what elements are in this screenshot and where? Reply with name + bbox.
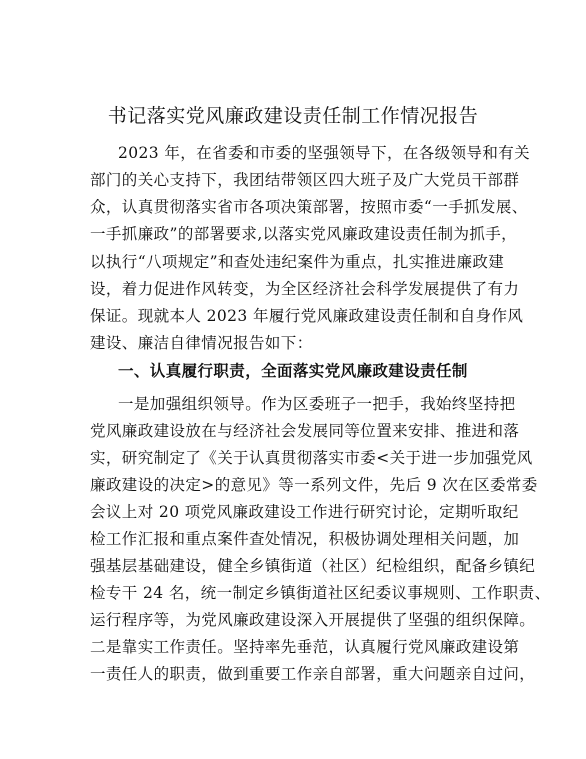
body-line-1: 2023 年，在省委和市委的坚强领导下，在各级领导和有关: [118, 144, 531, 162]
body-line-11: 党风廉政建设放在与经济社会发展同等位置来安排、推进和落: [90, 422, 520, 440]
body-line-5: 以执行“八项规定”和查处违纪案件为重点，扎实推进廉政建: [90, 253, 505, 271]
section-heading-1: 一、认真履行职责，全面落实党风廉政建设责任制: [118, 361, 468, 380]
body-line-18: 运行程序等，为党风廉政建设深入开展提供了坚强的组织保障。: [90, 611, 536, 629]
body-line-15: 检工作汇报和重点案件查处情况，积极协调处理相关问题，加: [90, 530, 520, 548]
body-line-3: 众，认真贯彻落实省市各项决策部署，按照市委“一手抓发展、: [90, 198, 528, 216]
body-line-6: 设，着力促进作风转变，为全区经济社会科学发展提供了有力: [90, 280, 520, 298]
document-title: 书记落实党风廉政建设责任制工作情况报告: [107, 105, 479, 127]
body-line-13: 廉政建设的决定>的意见》等一系列文件，先后 9 次在区委常委: [90, 476, 538, 494]
body-line-2: 部门的关心支持下，我团结带领区四大班子及广大党员干部群: [90, 171, 520, 189]
body-line-4: 一手抓廉政”的部署要求,以落实党风廉政建设责任制为抓手，: [90, 225, 518, 243]
body-line-16: 强基层基础建设，健全乡镇街道（社区）纪检组织，配备乡镇纪: [90, 557, 536, 575]
body-line-8: 建设、廉洁自律情况报告如下：: [90, 334, 313, 352]
body-line-12: 实，研究制定了《关于认真贯彻落实市委<关于进一步加强党风: [90, 449, 533, 467]
body-line-10: 一是加强组织领导。作为区委班子一把手，我始终坚持把: [118, 395, 516, 413]
body-line-17: 检专干 24 名，统一制定乡镇街道社区纪委议事规则、工作职责、: [90, 584, 551, 602]
body-line-19: 二是靠实工作责任。坚持率先垂范，认真履行党风廉政建设第: [90, 638, 520, 656]
body-line-20: 一责任人的职责，做到重要工作亲自部署，重大问题亲自过问，: [90, 665, 536, 683]
body-line-7: 保证。现就本人 2023 年履行党风廉政建设责任制和自身作风: [90, 307, 524, 325]
body-line-14: 会议上对 20 项党风廉政建设工作进行研究讨论，定期听取纪: [90, 503, 519, 521]
